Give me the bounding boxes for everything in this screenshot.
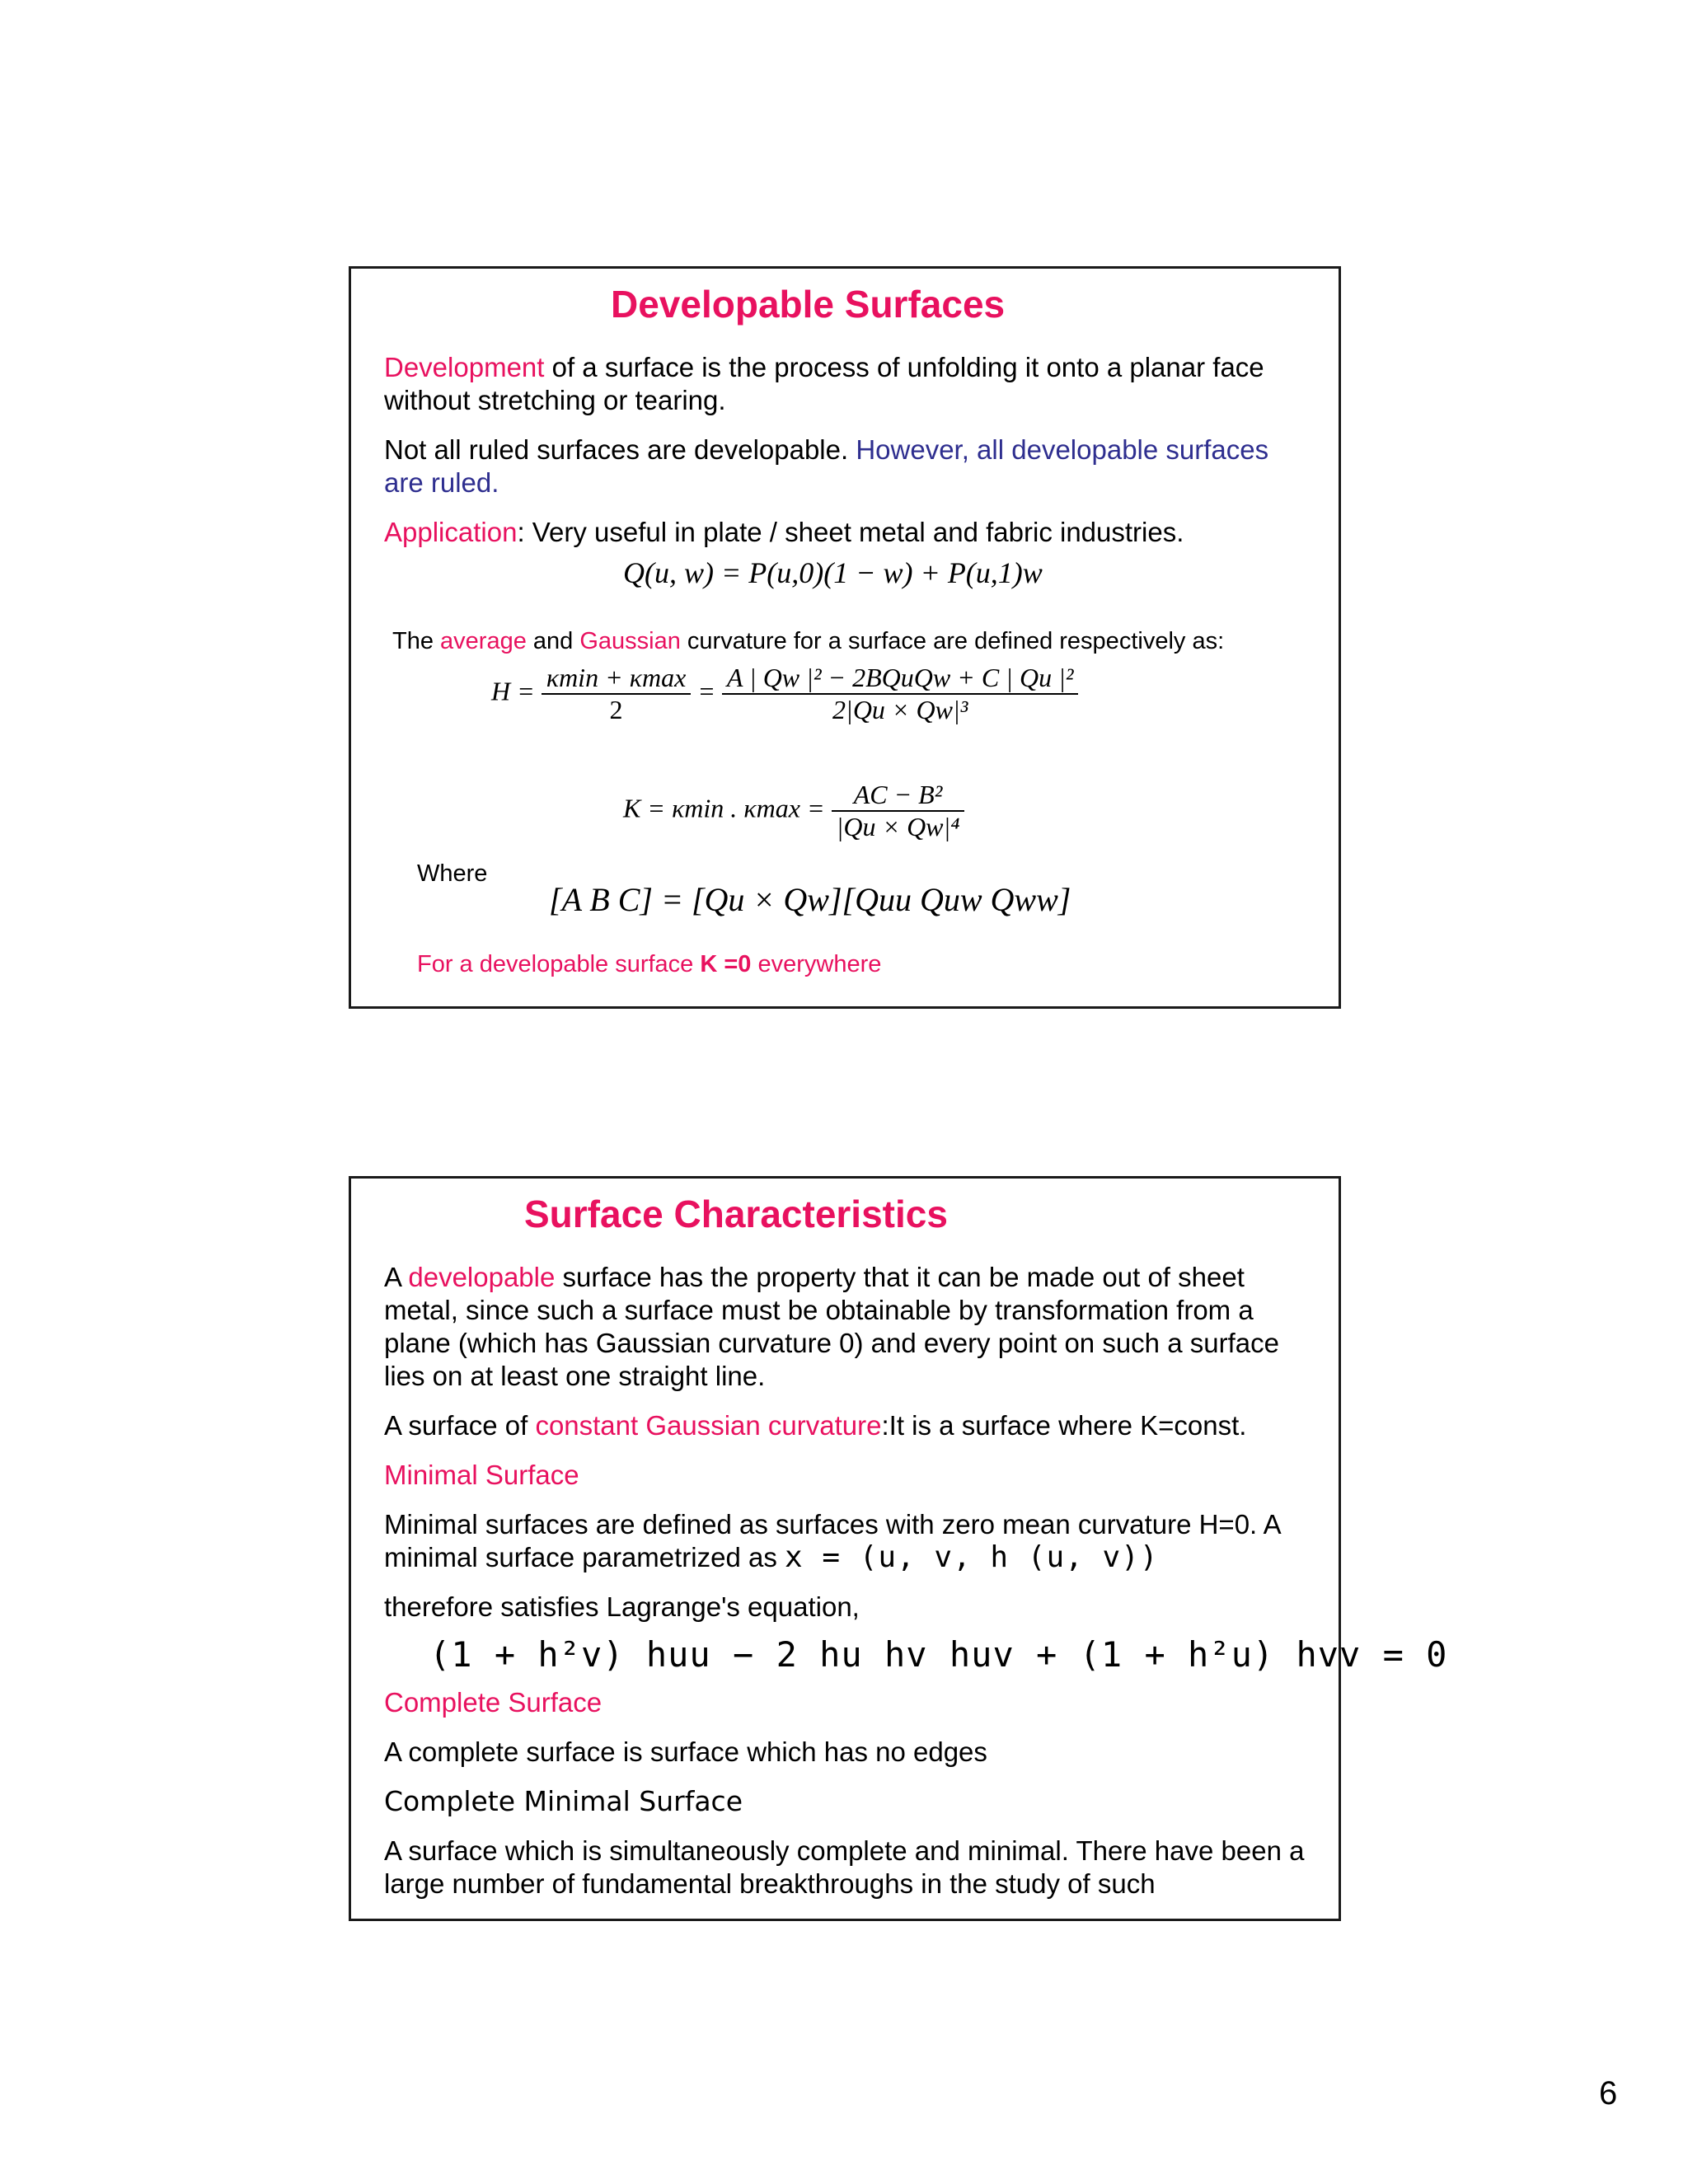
developable-condition bbox=[417, 949, 1340, 979]
curvature-text-rest: curvature for a surface are defined respectively as: bbox=[680, 628, 1225, 654]
ruled-paragraph bbox=[384, 434, 1307, 499]
development-text: of a surface is the process of unfolding it onto a planar face without stretching or tearing. bbox=[384, 352, 1264, 415]
lagrange-equation: (1 + h²v) huu − 2 hu hv huv + (1 + h²u) hvv = 0 bbox=[429, 1634, 1448, 1675]
slide-developable-surfaces bbox=[349, 266, 1341, 1009]
gaussian-curvature-equation bbox=[623, 780, 964, 842]
constant-curvature-term: constant Gaussian curvature bbox=[535, 1410, 882, 1441]
gaussian-term: Gaussian bbox=[579, 628, 681, 654]
slide-title: Developable Surfaces bbox=[611, 283, 1006, 326]
gaussian-curvature-frac bbox=[832, 780, 965, 842]
frac-numerator: AC − B² bbox=[832, 780, 965, 812]
curvature-text-the: The bbox=[392, 628, 441, 654]
curvature-intro bbox=[392, 626, 1315, 656]
constant-curvature-text: :It is a surface where K=const. bbox=[881, 1410, 1247, 1441]
application-term: Application bbox=[384, 517, 518, 547]
frac-denominator: |Qu × Qw|⁴ bbox=[836, 812, 960, 841]
where-label: Where bbox=[417, 860, 488, 887]
application-text: : Very useful in plate / sheet metal and fabric industries. bbox=[517, 517, 1184, 547]
gaussian-curvature-lhs: K = κmin . κmax = bbox=[623, 793, 825, 823]
development-paragraph bbox=[384, 351, 1307, 417]
equals-sign: = bbox=[697, 676, 715, 706]
complete-minimal-text: A surface which is simultaneously complete and minimal. There have been a large number of fundamental breakthroughs in the study of such bbox=[384, 1835, 1305, 1899]
developable-text: surface has the property that it can be made out of sheet metal, since such a surface must be obtainable by transformation from a plane (which has Gaussian curvature 0) and every point on such a surface lies on at least one straight line. bbox=[384, 1262, 1279, 1391]
lagrange-text: therefore satisfies Lagrange's equation, bbox=[384, 1591, 860, 1622]
minimal-param-formula: x = (u, v, h (u, v)) bbox=[785, 1540, 1159, 1574]
ruled-surface-equation: Q(u, w) = P(u,0)(1 − w) + P(u,1)w bbox=[623, 556, 1043, 589]
frac-numerator: κmin + κmax bbox=[542, 663, 692, 695]
condition-text-1: For a developable surface bbox=[417, 951, 701, 977]
complete-minimal-heading: Complete Minimal Surface bbox=[384, 1785, 743, 1817]
minimal-surface-heading: Minimal Surface bbox=[384, 1460, 579, 1490]
developable-paragraph bbox=[384, 1261, 1307, 1393]
mean-curvature-equation bbox=[491, 663, 1078, 725]
condition-bold: K =0 bbox=[700, 951, 752, 977]
slide-title: Surface Characteristics bbox=[524, 1193, 948, 1235]
curvature-text-and: and bbox=[526, 628, 580, 654]
slide-surface-characteristics bbox=[349, 1176, 1448, 1921]
complete-surface-text: A complete surface is surface which has no edges bbox=[384, 1736, 987, 1767]
constant-curvature-paragraph bbox=[384, 1409, 1307, 1442]
mean-curvature-frac-1 bbox=[542, 663, 692, 725]
average-term: average bbox=[440, 628, 527, 654]
minimal-surface-text: Minimal surfaces are defined as surfaces with zero mean curvature H=0. A minimal surface parametrized as bbox=[384, 1509, 1280, 1572]
frac-denominator: 2|Qu × Qw|³ bbox=[832, 695, 968, 724]
ruled-text: Not all ruled surfaces are developable. bbox=[384, 434, 856, 465]
development-term: Development bbox=[384, 352, 545, 382]
page-number: 6 bbox=[1599, 2075, 1618, 2111]
frac-numerator: A | Qw |² − 2BQuQw + C | Qu |² bbox=[722, 663, 1079, 695]
application-paragraph bbox=[384, 516, 1307, 549]
developable-text-a: A bbox=[384, 1262, 409, 1292]
constant-text-a: A surface of bbox=[384, 1410, 536, 1441]
mean-curvature-frac-2 bbox=[722, 663, 1079, 725]
frac-denominator: 2 bbox=[609, 695, 623, 724]
complete-surface-heading: Complete Surface bbox=[384, 1687, 603, 1718]
minimal-surface-paragraph bbox=[384, 1508, 1307, 1574]
ruled-highlight: However, all developable surfaces are ruled. bbox=[384, 434, 1269, 498]
mean-curvature-lhs: H = bbox=[491, 676, 535, 706]
matrix-equation: [A B C] = [Qu × Qw][Quu Quw Qww] bbox=[549, 881, 1071, 918]
condition-text-2: everywhere bbox=[751, 951, 882, 977]
developable-term: developable bbox=[408, 1262, 556, 1292]
